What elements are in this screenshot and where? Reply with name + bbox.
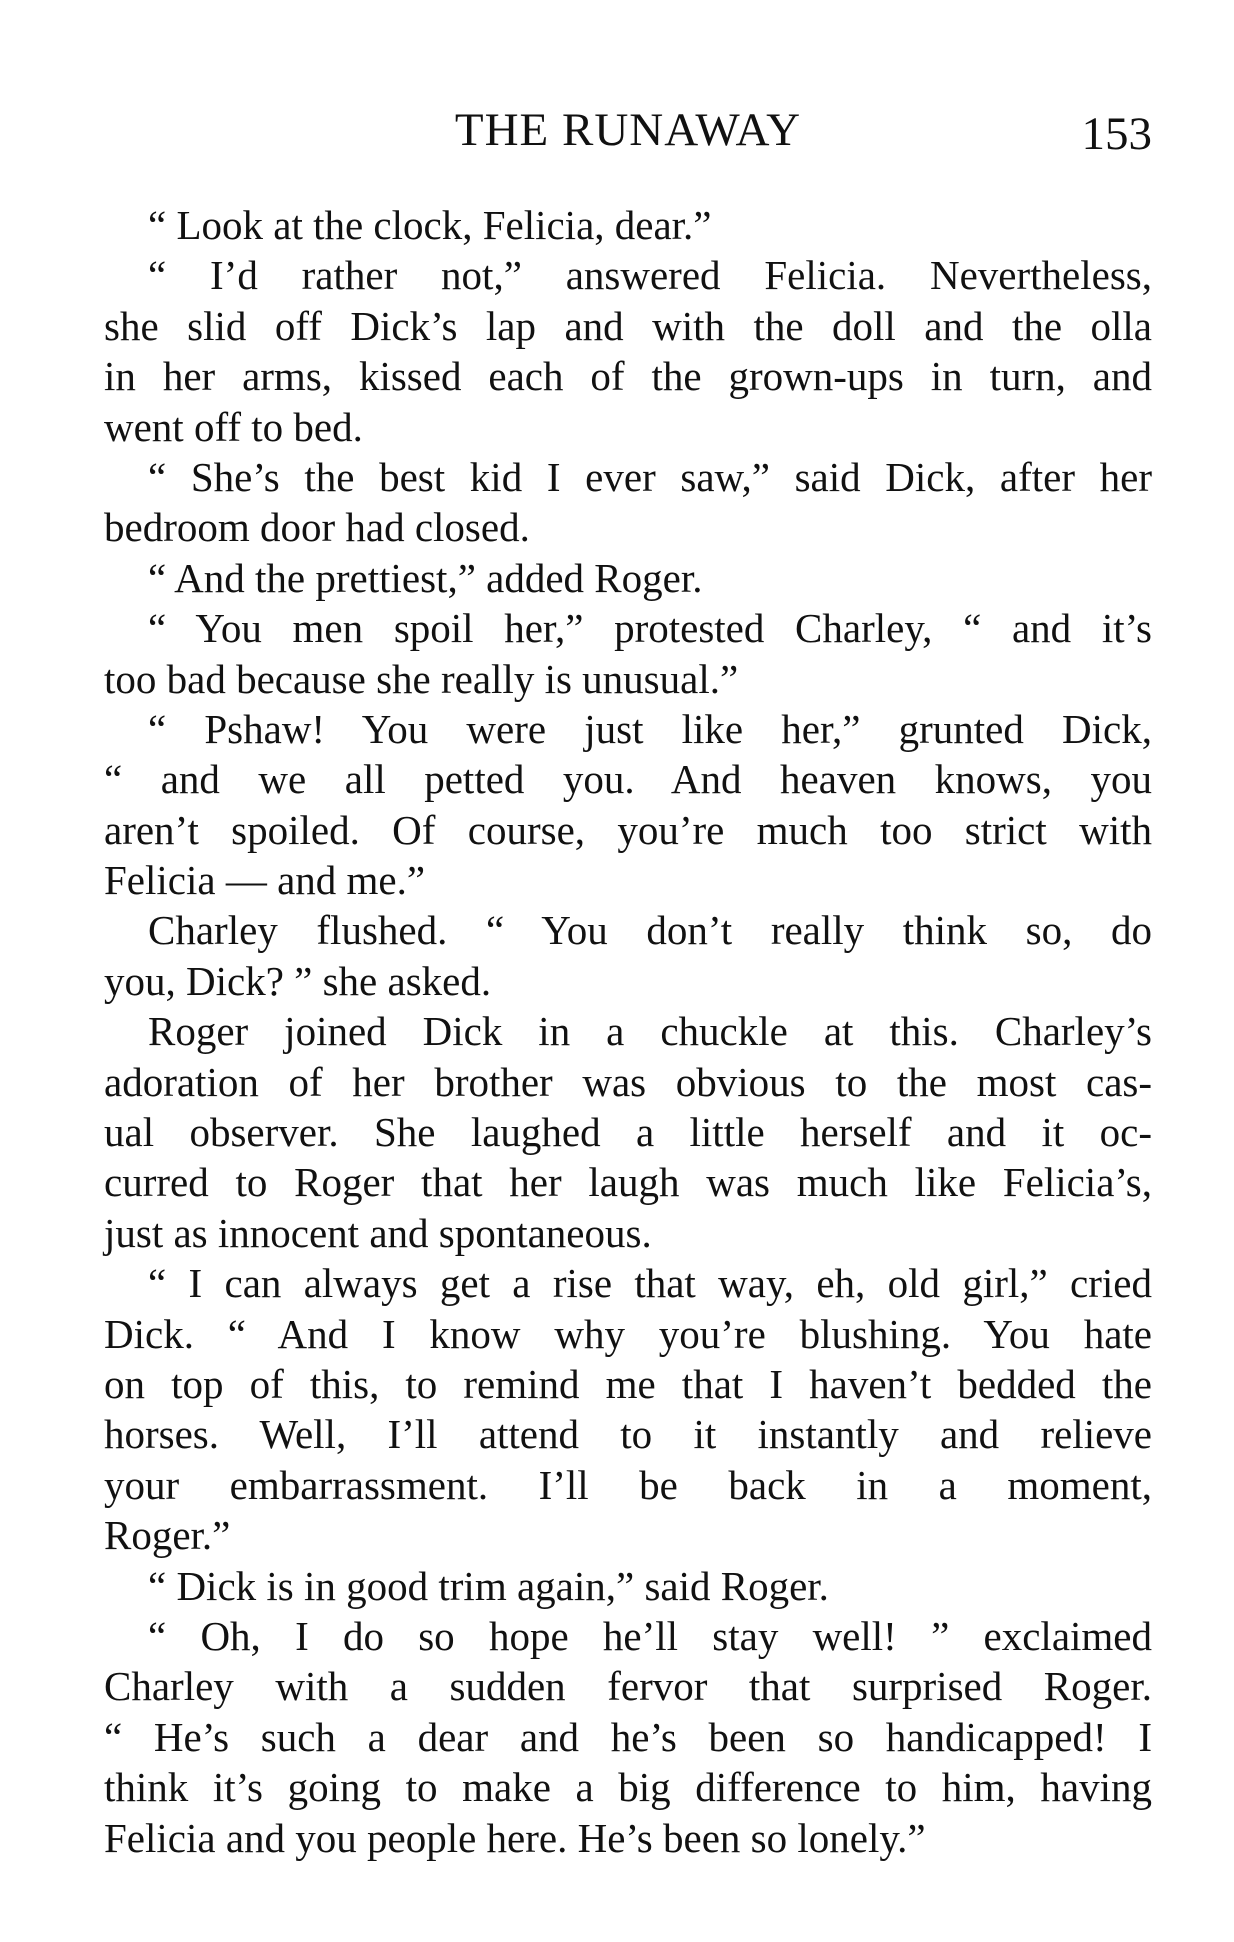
text-line: “ Pshaw! You were just like her,” grunted Dick, bbox=[148, 705, 1152, 752]
text-line: “ And the prettiest,” added Roger. bbox=[148, 554, 703, 601]
text-line: curred to Roger that her laugh was much like Felicia’s, bbox=[104, 1159, 1152, 1206]
body-text bbox=[104, 200, 1152, 1863]
text-line: Charley with a sudden fervor that surprised Roger. bbox=[104, 1663, 1152, 1710]
text-line: “ I can always get a rise that way, eh, old girl,” cried bbox=[148, 1260, 1152, 1307]
text-line: “ He’s such a dear and he’s been so handicapped! I bbox=[104, 1713, 1152, 1760]
text-line: Dick. “ And I know why you’re blushing. You hate bbox=[104, 1310, 1152, 1357]
text-line: think it’s going to make a big difference to him, having bbox=[104, 1764, 1152, 1811]
text-line: bedroom door had closed. bbox=[104, 504, 530, 551]
text-line: “ Dick is in good trim again,” said Roger. bbox=[148, 1562, 829, 1609]
text-line: Charley flushed. “ You don’t really think so, do bbox=[148, 907, 1152, 954]
text-line: “ She’s the best kid I ever saw,” said Dick, after her bbox=[148, 453, 1152, 500]
text-line: too bad because she really is unusual.” bbox=[104, 655, 739, 702]
text-line: you, Dick? ” she asked. bbox=[104, 957, 492, 1004]
text-line: Roger joined Dick in a chuckle at this. Charley’s bbox=[148, 1008, 1152, 1055]
text-line: in her arms, kissed each of the grown-ups in turn, and bbox=[104, 353, 1152, 400]
chapter-title: THE RUNAWAY bbox=[454, 104, 802, 156]
text-line: ual observer. She laughed a little herself and it oc- bbox=[104, 1109, 1152, 1156]
text-line: “ You men spoil her,” protested Charley, “ and it’s bbox=[148, 605, 1152, 652]
text-line: “ Oh, I do so hope he’ll stay well! ” exclaimed bbox=[148, 1612, 1152, 1659]
text-line: just as innocent and spontaneous. bbox=[104, 1209, 652, 1256]
text-line: adoration of her brother was obvious to the most cas- bbox=[104, 1058, 1152, 1105]
text-line: “ I’d rather not,” answered Felicia. Nevertheless, bbox=[148, 252, 1152, 299]
running-head bbox=[104, 100, 1152, 160]
text-line: went off to bed. bbox=[104, 403, 363, 450]
page-number: 153 bbox=[1081, 108, 1152, 160]
text-line: “ Look at the clock, Felicia, dear.” bbox=[148, 202, 712, 248]
text-line: your embarrassment. I’ll be back in a moment, bbox=[104, 1461, 1152, 1508]
text-line: on top of this, to remind me that I haven’t bedded the bbox=[104, 1360, 1152, 1407]
text-line: “ and we all petted you. And heaven knows, you bbox=[104, 756, 1152, 803]
text-line: horses. Well, I’ll attend to it instantly and relieve bbox=[104, 1411, 1152, 1458]
text-line: Roger.” bbox=[104, 1512, 231, 1559]
text-line: aren’t spoiled. Of course, you’re much too strict with bbox=[104, 806, 1152, 853]
text-line: Felicia — and me.” bbox=[104, 857, 426, 904]
text-line: Felicia and you people here. He’s been so lonely.” bbox=[104, 1814, 926, 1861]
text-line: she slid off Dick’s lap and with the doll and the olla bbox=[104, 302, 1152, 349]
